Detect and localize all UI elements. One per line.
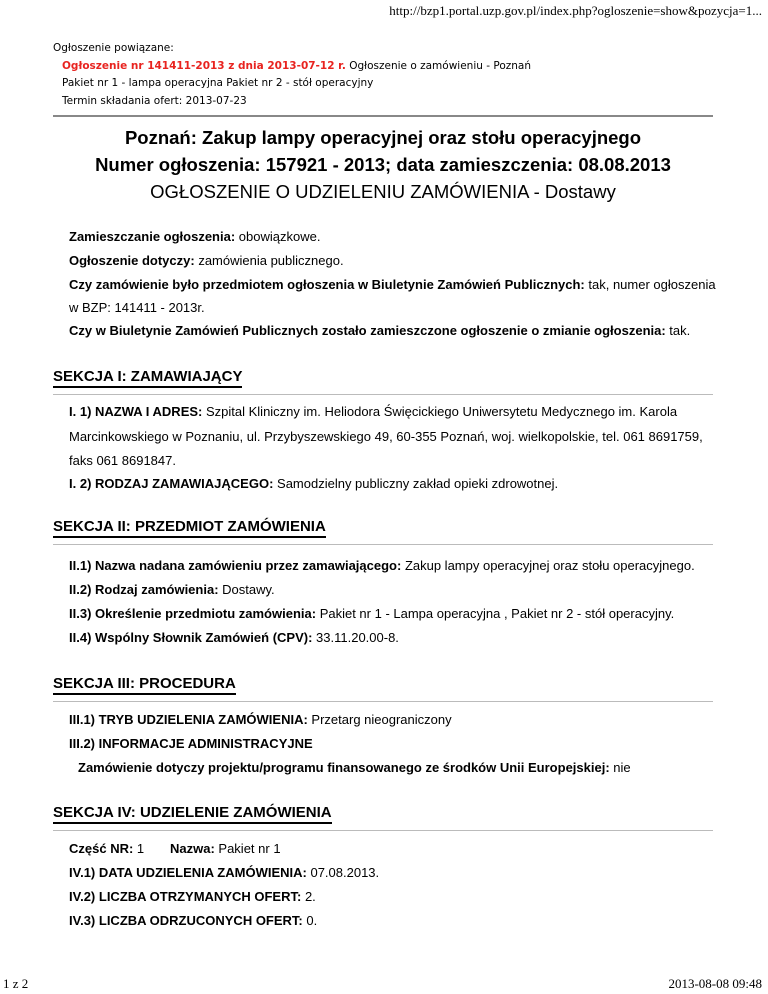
s2-order-name: II.1) Nazwa nadana zamówieniu przez zamawiającego: Zakup lampy operacyjnej oraz stołu operacyjnego.	[69, 558, 695, 573]
s4-part-name: Nazwa: Pakiet nr 1	[170, 841, 281, 856]
related-line2: Pakiet nr 1 - lampa operacyjna Pakiet nr 2 - stół operacyjny	[62, 77, 374, 89]
notice-type: OGŁOSZENIE O UDZIELENIU ZAMÓWIENIA - Dostawy	[150, 181, 616, 202]
s4-part-number: Część NR: 1	[69, 841, 145, 856]
s2-order-type: II.2) Rodzaj zamówienia: Dostawy.	[69, 582, 275, 597]
s2-cpv: II.4) Wspólny Słownik Zamówień (CPV): 33.11.20.00-8.	[69, 630, 399, 645]
intro-field-change: Czy w Biuletynie Zamówień Publicznych zostało zamieszczone ogłoszenie o zmianie ogłoszenia: tak.	[69, 323, 691, 338]
related-notice	[53, 40, 713, 110]
section-3-heading: SEKCJA III: PROCEDURA	[53, 675, 713, 692]
related-deadline: Termin składania ofert: 2013-07-23	[62, 94, 247, 107]
intro-field-bzp-cont: w BZP: 141411 - 2013r.	[69, 300, 205, 315]
page-url: http://bzp1.portal.uzp.gov.pl/index.php?ogloszenie=show&pozycja=1...	[389, 3, 762, 18]
related-notice-link[interactable]: Ogłoszenie nr 141411-2013 z dnia 2013-07-12 r.	[62, 59, 346, 72]
s4-award-date: IV.1) DATA UDZIELENIA ZAMÓWIENIA: 07.08.2013.	[69, 865, 380, 880]
page-number: 1 z 2	[3, 976, 29, 991]
s3-admin-info: III.2) INFORMACJE ADMINISTRACYJNE	[69, 736, 313, 751]
s3-eu-funding: Zamówienie dotyczy projektu/programu finansowanego ze środków Unii Europejskiej: nie	[78, 760, 631, 775]
s4-offers-rejected: IV.3) LICZBA ODRZUCONYCH OFERT: 0.	[69, 913, 318, 928]
section-2-heading: SEKCJA II: PRZEDMIOT ZAMÓWIENIA	[53, 518, 713, 535]
s1-address-cont2: faks 061 8691847.	[69, 453, 176, 468]
s1-address-cont1: Marcinkowskiego w Poznaniu, ul. Przybyszewskiego 49, 60-355 Poznań, woj. wielkopolskie, tel. 061 8691759,	[69, 429, 703, 444]
s3-procedure: III.1) TRYB UDZIELENIA ZAMÓWIENIA: Przetarg nieograniczony	[69, 712, 452, 727]
section-1-heading: SEKCJA I: ZAMAWIAJĄCY	[53, 368, 713, 385]
intro-field-concerns: Ogłoszenie dotyczy: zamówienia publicznego.	[69, 253, 344, 268]
s2-order-subject: II.3) Określenie przedmiotu zamówienia: Pakiet nr 1 - Lampa operacyjna , Pakiet nr 2 - stół operacyjny.	[69, 606, 675, 621]
s1-name-address: I. 1) NAZWA I ADRES: Szpital Kliniczny im. Heliodora Święcickiego Uniwersytetu Medycznego im. Karola	[69, 404, 678, 419]
section-4-heading: SEKCJA IV: UDZIELENIE ZAMÓWIENIA	[53, 804, 713, 821]
related-link-line	[62, 58, 713, 76]
s1-contracting-type: I. 2) RODZAJ ZAMAWIAJĄCEGO: Samodzielny publiczny zakład opieki zdrowotnej.	[69, 476, 559, 491]
page-title: Poznań: Zakup lampy operacyjnej oraz stołu operacyjnego	[124, 127, 642, 148]
header-divider	[53, 115, 713, 117]
intro-field-publication: Zamieszczanie ogłoszenia: obowiązkowe.	[69, 229, 321, 244]
print-datetime: 2013-08-08 09:48	[668, 976, 762, 991]
title-block	[53, 124, 713, 205]
intro-field-bzp: Czy zamówienie było przedmiotem ogłoszenia w Biuletynie Zamówień Publicznych: tak, numer ogłoszenia	[69, 277, 716, 292]
related-label: Ogłoszenie powiązane:	[53, 42, 174, 54]
s4-offers-received: IV.2) LICZBA OTRZYMANYCH OFERT: 2.	[69, 889, 316, 904]
related-link-suffix: Ogłoszenie o zamówieniu - Poznań	[345, 59, 531, 72]
notice-number: Numer ogłoszenia: 157921 - 2013; data zamieszczenia: 08.08.2013	[95, 154, 671, 175]
